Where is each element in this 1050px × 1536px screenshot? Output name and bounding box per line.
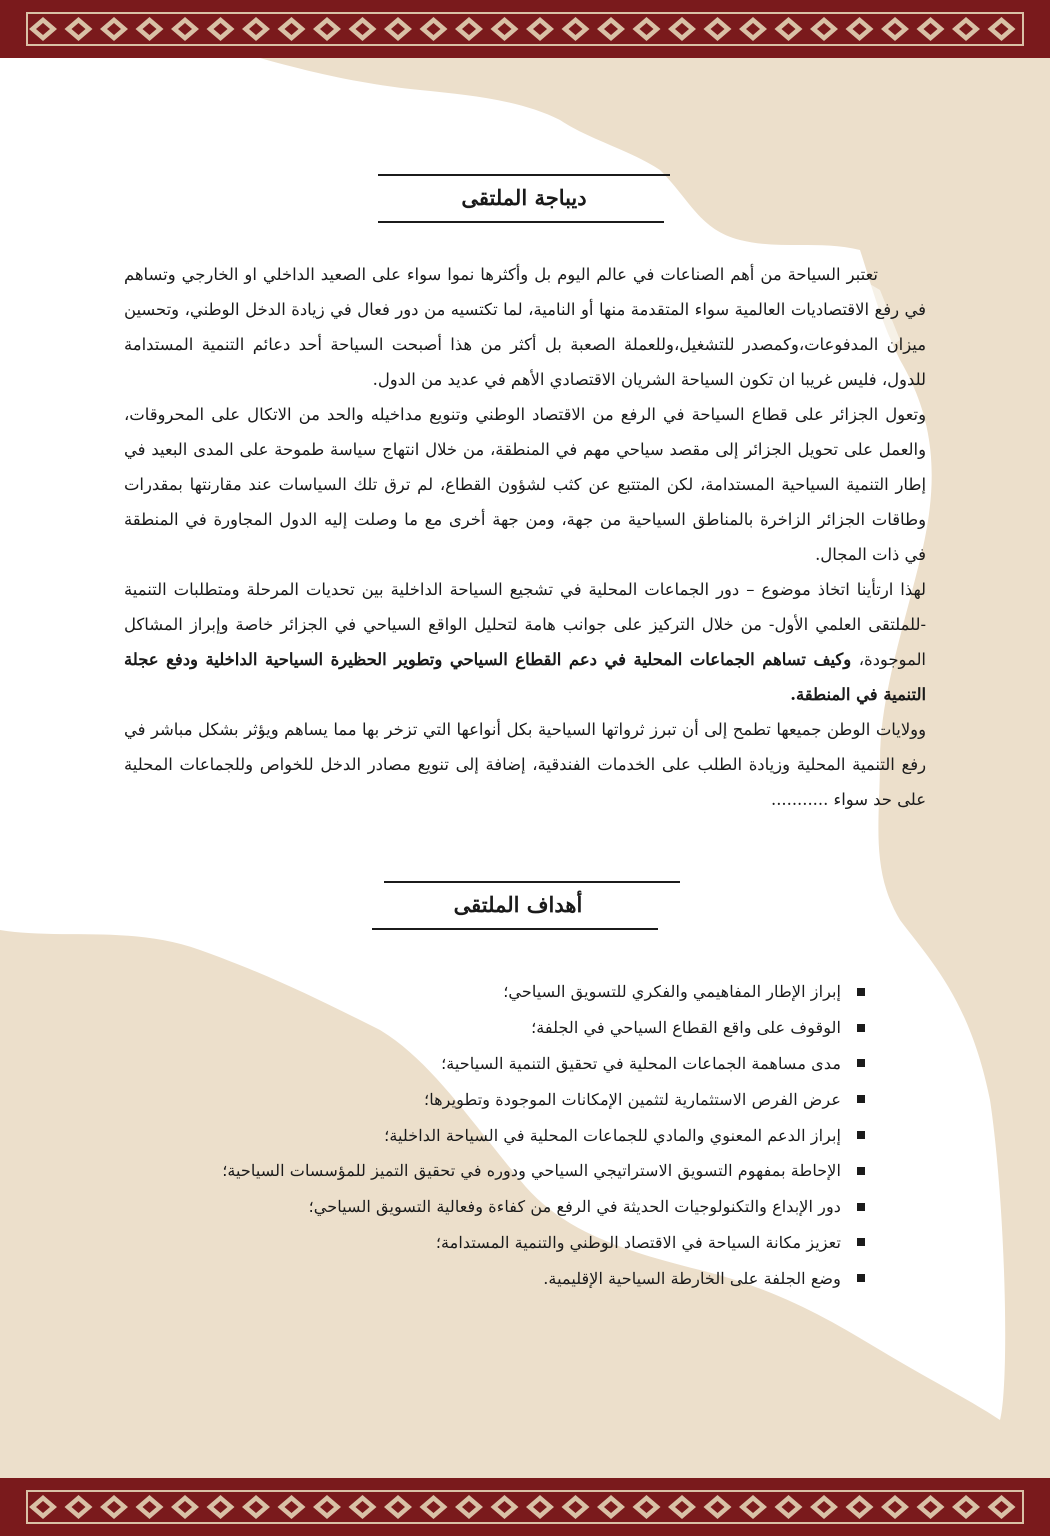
- preamble-paragraph-bold: وكيف تساهم الجماعات المحلية في دعم القطاع السياحي وتطوير الحظيرة السياحية الداخلية ودفع عجلة التنمية في المنطقة.: [124, 650, 926, 704]
- goal-item-text: دور الإبداع والتكنولوجيات الحديثة في الرفع من كفاءة وفعالية التسويق السياحي؛: [308, 1197, 841, 1217]
- goal-item: [150, 1081, 865, 1117]
- bullet-icon: [857, 1238, 865, 1246]
- heading-bottom-rule: [378, 221, 664, 223]
- goal-item: [150, 1225, 865, 1261]
- goal-item: [150, 1046, 865, 1082]
- goal-item: [150, 1153, 865, 1189]
- goal-item-text: إبراز الإطار المفاهيمي والفكري للتسويق السياحي؛: [503, 982, 841, 1002]
- preamble-paragraph: وتعول الجزائر على قطاع السياحة في الرفع من الاقتصاد الوطني وتنويع مداخيله والحد من الاتكال على المحروقات، والعمل على تحويل الجزائر إلى مقصد سياحي مهم في المنطقة، من خلال انتهاج سياسة طموحة على المدى البعيد في إطار التنمية السياحية المستدامة، لكن المتتبع عن كثب لشؤون القطاع، لم ترق تلك السياسات عند مقارنتها بمقدرات وطاقات الجزائر الزاخرة بالمناطق السياحية من جهة، ومن جهة أخرى مع ما وصلت إليه الدول المجاورة في المنطقة في ذات المجال.: [124, 405, 926, 564]
- goal-item-text: عرض الفرص الاستثمارية لتثمين الإمكانات الموجودة وتطويرها؛: [424, 1089, 841, 1109]
- bullet-icon: [857, 1095, 865, 1103]
- bullet-icon: [857, 1274, 865, 1282]
- goals-heading-block: [372, 881, 664, 930]
- goal-item: [150, 974, 865, 1010]
- bullet-icon: [857, 1131, 865, 1139]
- bullet-icon: [857, 1059, 865, 1067]
- goal-item-text: الوقوف على واقع القطاع السياحي في الجلفة؛: [531, 1018, 841, 1038]
- goal-item-text: مدى مساهمة الجماعات المحلية في تحقيق التنمية السياحية؛: [441, 1053, 841, 1073]
- goals-heading: أهداف الملتقى: [453, 892, 583, 917]
- goals-list: [150, 974, 865, 1296]
- bullet-icon: [857, 988, 865, 996]
- preamble-paragraph: [124, 572, 926, 712]
- preamble-heading: ديباجة الملتقى: [461, 185, 587, 210]
- heading-bottom-rule: [372, 928, 658, 930]
- goal-item-text: تعزيز مكانة السياحة في الاقتصاد الوطني والتنمية المستدامة؛: [435, 1232, 841, 1252]
- preamble-paragraph-normal: لهذا ارتأينا اتخاذ موضوع – دور الجماعات المحلية في تشجيع السياحة الداخلية بين تحديات المرحلة ومتطلبات التنمية -للملتقى العلمي الأول- من خلال التركيز على جوانب هامة لتحليل الواقع السياحي في الجزائر خاصة وإبراز المشاكل الموجودة،: [124, 580, 926, 669]
- preamble-paragraph: وولايات الوطن جميعها تطمح إلى أن تبرز ثرواتها السياحية بكل أنواعها التي تزخر بها مما يساهم ويؤثر بشكل مباشر في رفع التنمية المحلية وزيادة الطلب على الخدمات الفندقية، إضافة إلى تنويع مصادر الدخل للخواص وللجماعات المحلية على حد سواء ...........: [124, 720, 927, 809]
- goal-item: [150, 1117, 865, 1153]
- preamble-heading-block: [378, 174, 670, 223]
- goal-item: [150, 1010, 865, 1046]
- preamble-body: [124, 257, 926, 817]
- goal-item-text: الإحاطة بمفهوم التسويق الاستراتيجي السياحي ودوره في تحقيق التميز للمؤسسات السياحية؛: [222, 1161, 841, 1181]
- goal-item: [150, 1260, 865, 1296]
- goal-item-text: إبراز الدعم المعنوي والمادي للجماعات المحلية في السياحة الداخلية؛: [384, 1125, 841, 1145]
- goal-item-text: وضع الجلفة على الخارطة السياحية الإقليمية.: [543, 1268, 841, 1288]
- preamble-paragraph: تعتبر السياحة من أهم الصناعات في عالم اليوم بل وأكثرها نموا سواء على الصعيد الداخلي او الخارجي وتساهم في رفع الاقتصاديات العالمية سواء المتقدمة منها أو النامية، لما تكتسيه من دور فعال في زيادة الدخل الوطني، وتحسين ميزان المدفوعات،وكمصدر للتشغيل،وللعملة الصعبة بل أكثر من هذا أصبحت السياحة أحد دعائم التنمية المستدامة للدول، فليس غريبا ان تكون السياحة الشريان الاقتصادي الأهم في عديد من الدول.: [124, 265, 926, 389]
- bullet-icon: [857, 1203, 865, 1211]
- bullet-icon: [857, 1167, 865, 1175]
- goal-item: [150, 1189, 865, 1225]
- bullet-icon: [857, 1024, 865, 1032]
